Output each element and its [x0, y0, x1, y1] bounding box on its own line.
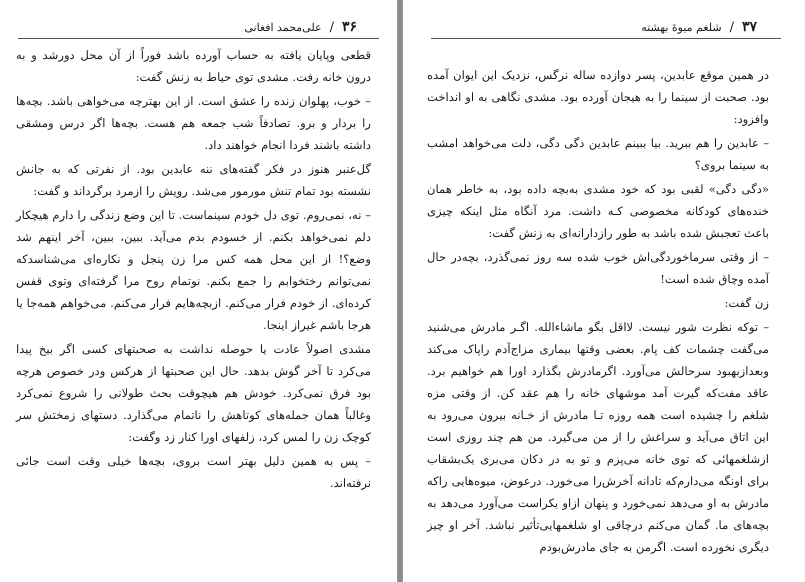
paragraph: – عابدین را هم ببرید. بیا ببینم عابدین دگی دگی، دلت می‌خواهد امشب به سینما بروی؟ [427, 136, 769, 172]
right-body-text [427, 64, 769, 560]
paragraph: زن گفت: [724, 296, 769, 310]
right-header-rule [431, 38, 781, 39]
paragraph: – از وقتی سرماخوردگی‌اش خوب شده سه روز نمی‌گذرد، بچه‌در حال آمده وچاق شده است! [427, 250, 769, 286]
paragraph: در همین موقع عابدین، پسر دوازده ساله نرگس، نزدیک این ایوان آمده بود. صحبت از سینما را به هیجان آورده بود. مشدی نگاهی به او انداخت وافزود: [427, 68, 769, 126]
left-separator: / [329, 19, 334, 35]
paragraph: «دگی دگی» لقبی بود که خود مشدی به‌بچه داده بود، به خاطر همان خنده‌های کودکانه مخصوصی کـه داشت. مرد آنگاه مثل اینکه چیزی باعث تعجبش شده باشد به طور رازدارانه‌ای به زنش گفت: [427, 182, 769, 240]
paragraph: – نه، نمی‌روم. توی دل خودم سینماست. تا این وضع زندگی را دارم هیچکار دلم نمی‌خواهد بکنم. از خسودم بدم می‌آید. ببین، ببین، آخر اینهم شد وضع؟! از این محل همه کس مرا زن پنجل و نکاره‌ای می‌شناسدکه نمی‌توانم رختخوابم را جمع بکنم. نوتمام روح مرا گرفته‌ای وتوی قفس کرده‌ای. از خودم فرار می‌کنم. ازبچه‌هایم فرار می‌کنم. می‌خواهم همه‌جا یا هرجا باشم غیراز اینجا. [16, 208, 371, 332]
left-running-head [244, 18, 357, 36]
left-page-number: ۳۶ [341, 19, 357, 35]
left-page [0, 0, 398, 582]
right-page-number: ۳۷ [741, 19, 757, 35]
left-running-title: علی‌محمد افغانی [244, 20, 322, 34]
right-running-head [641, 18, 757, 36]
left-body-text [16, 44, 371, 496]
paragraph: گل‌عنبر هنوز در فکر گفته‌های ننه عابدین بود. از نفرتی که به جانش نشسته بود تمام تنش مورمور می‌شد. رویش را ازمرد برگرداند و گفت: [16, 162, 371, 198]
left-header-rule [18, 38, 379, 39]
paragraph: – خوب، پهلوان زنده را عشق است. از این بهترچه می‌خواهی باشد. بچه‌ها را بردار و برو. تصادفاً شب جمعه هم هست. بچه‌ها اگر درس ومشقی داشته باشند فردا انجام خواهند داد. [16, 94, 371, 152]
right-separator: / [729, 19, 734, 35]
paragraph: قطعی وپایان یافته به حساب آورده باشد فوراً از آن محل دورشد و به درون خانه رفت. مشدی توی حیاط به زنش گفت: [16, 48, 371, 84]
paragraph: – توکه نظرت شور نیست. لااقل بگو ماشاءالله. اگـر مادرش می‌شنید می‌گفت چشمات کف پام. بعضی وقتها بیماری مزاج‌آدم راپاک می‌کند وبعدازبهبود سرحالش می‌آورد. اگرمادرش بگذارد اورا هم خواهیم برد. عاقد مفت‌که گیرت آمد موشهای خانه را هم عقد کن. از وقتی مزه شلغم را چشیده است همه روزه تـا مادرش از خـانه بیرون می‌رود به این اتاق می‌آید و سراغش را از من می‌گیرد. من هم چند روزی است ازشلغمهائی که توی خانه می‌پزم و تو به در دکان می‌بری یک‌بشقاب برای اونگه می‌دارم‌که تادانه آخرش‌را می‌خورد. درعوض، میوه‌هایی راکه مادرش به او می‌دهد نمی‌خورد و پنهان ازاو یکراست می‌آورد می‌دهد به بچه‌های ما. گمان می‌کنم درچاقی او شلغمهایی‌تأثیر نباشد. آخر او چیز دیگری نخورده است. اگرمن به جای مادرش‌بودم [427, 320, 769, 554]
right-page [402, 0, 805, 582]
paragraph: مشدی اصولاً عادت یا حوصله نداشت به صحبتهای کسی اگر بیخ پیدا می‌کرد تا آخر گوش بدهد. حال این صحبتها از هرکس ودر خصوص هرچه بود فرق نمی‌کرد. خودش هم هیچوقت بحث طولانی را شروع نمی‌کرد وغالباً همان جمله‌های کوتاهش را ناتمام می‌گذارد. دستهای زمختش سر کوچک زن را لمس کرد، زلفهای اورا کنار زد وگفت: [16, 342, 371, 444]
paragraph: – پس به همین دلیل بهتر است بروی، بچه‌ها خیلی وقت است جائی نرفته‌اند. [16, 454, 371, 490]
right-running-title: شلغم میوهٔ بهشته [641, 20, 722, 34]
